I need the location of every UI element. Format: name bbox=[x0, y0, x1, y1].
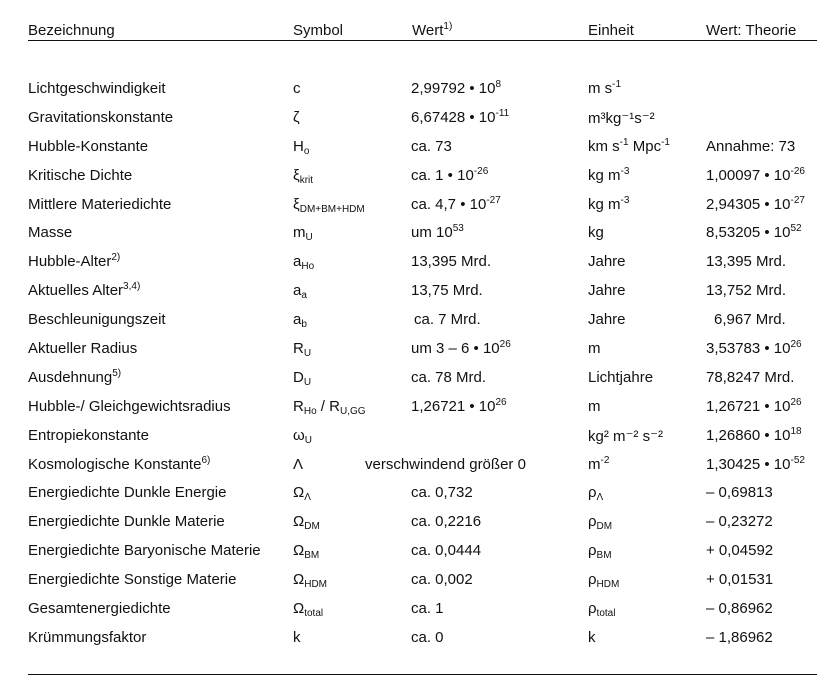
row-symbol bbox=[293, 196, 365, 213]
row-symbol-subscript: Ho bbox=[303, 405, 317, 417]
row-theory bbox=[706, 542, 773, 559]
row-symbol-tail: / R bbox=[316, 397, 340, 415]
table-row bbox=[28, 446, 817, 475]
row-theory-exponent: -52 bbox=[790, 454, 805, 466]
row-name-footnote: 3,4) bbox=[123, 281, 141, 293]
row-unit bbox=[588, 369, 653, 386]
row-value-text: ca. 0 bbox=[411, 628, 444, 646]
header-bezeichnung: Bezeichnung bbox=[28, 22, 115, 39]
row-value-exponent: 26 bbox=[495, 396, 507, 408]
row-name bbox=[28, 629, 146, 646]
row-name-text: Energiedichte Baryonische Materie bbox=[28, 542, 261, 560]
row-symbol-text: D bbox=[293, 368, 304, 386]
row-theory-exponent: -27 bbox=[790, 194, 805, 206]
row-name bbox=[28, 513, 225, 530]
row-value bbox=[411, 629, 444, 646]
row-symbol-subscript: HDM bbox=[304, 579, 327, 591]
row-value bbox=[411, 282, 483, 299]
row-value bbox=[411, 571, 473, 588]
row-value bbox=[411, 196, 501, 213]
row-theory bbox=[706, 571, 773, 588]
row-symbol-text: R bbox=[293, 340, 304, 358]
row-symbol-text: Ω bbox=[293, 484, 305, 502]
table-row bbox=[28, 70, 817, 99]
row-theory-text: 6,967 Mrd. bbox=[714, 311, 786, 329]
table-body bbox=[28, 70, 817, 648]
table-row bbox=[28, 214, 817, 243]
row-theory-exponent: 18 bbox=[790, 425, 802, 437]
row-unit bbox=[588, 80, 621, 97]
row-name-text: Hubble-Alter bbox=[28, 253, 112, 271]
row-name-text: Entropiekonstante bbox=[28, 426, 149, 444]
row-symbol-text: m bbox=[293, 224, 306, 242]
row-value bbox=[365, 456, 526, 473]
row-value-text: 1,26721 • 10 bbox=[411, 397, 496, 415]
row-theory-text: 8,53205 • 10 bbox=[706, 224, 791, 242]
row-value bbox=[411, 80, 501, 97]
row-unit-text: ρ bbox=[588, 484, 597, 502]
table-row bbox=[28, 301, 817, 330]
row-theory-text: 1,26860 • 10 bbox=[706, 426, 791, 444]
row-value-text: ca. 73 bbox=[411, 137, 452, 155]
header-einheit: Einheit bbox=[588, 22, 634, 39]
row-name-text: Energiedichte Sonstige Materie bbox=[28, 571, 237, 589]
row-name bbox=[28, 369, 121, 386]
row-symbol bbox=[293, 167, 313, 184]
row-unit-subscript: BM bbox=[596, 550, 612, 562]
row-symbol-text: a bbox=[293, 253, 302, 271]
table-row bbox=[28, 561, 817, 590]
row-unit-text: ρ bbox=[588, 571, 597, 589]
row-name bbox=[28, 253, 120, 270]
table-row bbox=[28, 590, 817, 619]
row-unit bbox=[588, 340, 601, 357]
row-symbol bbox=[293, 282, 307, 302]
row-value-text: ca. 78 Mrd. bbox=[411, 368, 487, 386]
row-theory bbox=[706, 484, 773, 501]
row-name bbox=[28, 80, 166, 97]
row-name-footnote: 2) bbox=[111, 252, 121, 264]
row-symbol-text: Ω bbox=[293, 542, 305, 560]
row-theory-text: + 0,04592 bbox=[706, 542, 774, 560]
row-symbol-text: Ω bbox=[293, 600, 305, 618]
row-theory-text: 3,53783 • 10 bbox=[706, 340, 791, 358]
row-symbol bbox=[293, 109, 300, 126]
row-name bbox=[28, 456, 210, 473]
row-unit bbox=[588, 427, 663, 445]
row-name bbox=[28, 427, 149, 444]
row-name bbox=[28, 109, 173, 126]
table-row bbox=[28, 474, 817, 503]
row-unit-exponent: -2 bbox=[600, 454, 610, 466]
row-theory-text: – 0,86962 bbox=[706, 600, 773, 618]
header-wert-theorie: Wert: Theorie bbox=[706, 22, 797, 39]
row-unit-text: m³kg⁻¹s⁻² bbox=[588, 109, 655, 127]
row-value bbox=[411, 138, 452, 155]
row-symbol bbox=[293, 369, 311, 386]
row-unit bbox=[588, 542, 612, 562]
row-unit-text: kg m bbox=[588, 166, 621, 184]
row-symbol bbox=[293, 600, 324, 620]
table-row bbox=[28, 359, 817, 388]
row-name bbox=[28, 196, 171, 213]
row-theory bbox=[706, 282, 786, 299]
row-unit-text: Jahre bbox=[588, 311, 626, 329]
row-name bbox=[28, 542, 261, 559]
row-symbol bbox=[293, 456, 303, 473]
row-symbol-subscript: b bbox=[301, 319, 307, 331]
row-name-text: Krümmungsfaktor bbox=[28, 628, 147, 646]
row-theory-text: 2,94305 • 10 bbox=[706, 195, 791, 213]
row-theory-text: 1,26721 • 10 bbox=[706, 397, 791, 415]
row-unit-exponent: -1 bbox=[612, 79, 622, 90]
row-name-text: Ausdehnung bbox=[28, 368, 113, 386]
row-theory bbox=[706, 398, 802, 415]
row-symbol-text: c bbox=[293, 80, 301, 97]
row-theory-text: – 1,86962 bbox=[706, 628, 773, 646]
row-name bbox=[28, 571, 236, 588]
row-symbol-subscript: U bbox=[304, 434, 312, 446]
row-symbol bbox=[293, 513, 320, 533]
table-row bbox=[28, 417, 817, 446]
row-unit-text: ρ bbox=[588, 513, 597, 531]
row-unit-text: ρ bbox=[588, 542, 597, 560]
row-theory-text: 1,00097 • 10 bbox=[706, 166, 791, 184]
row-theory bbox=[714, 311, 786, 328]
row-value-text: ca. 0,0444 bbox=[411, 542, 482, 560]
header-symbol: Symbol bbox=[293, 22, 344, 39]
row-value-exponent: 53 bbox=[452, 223, 464, 235]
row-value bbox=[411, 253, 491, 270]
row-unit bbox=[588, 282, 626, 299]
row-symbol-subscript: U bbox=[305, 232, 313, 244]
row-symbol-subscript: o bbox=[303, 145, 310, 157]
row-value-text: ca. 0,732 bbox=[411, 484, 473, 502]
row-value bbox=[411, 340, 511, 357]
row-theory-exponent: -26 bbox=[790, 165, 805, 177]
row-theory bbox=[706, 629, 773, 646]
row-symbol-text: a bbox=[293, 282, 302, 300]
row-theory bbox=[706, 224, 802, 241]
row-symbol bbox=[293, 80, 301, 97]
row-name-text: Aktueller Radius bbox=[28, 340, 138, 358]
row-theory-exponent: 26 bbox=[790, 396, 802, 408]
row-theory-text: – 0,69813 bbox=[706, 484, 773, 502]
bottom-rule bbox=[28, 674, 817, 675]
row-name-footnote: 6) bbox=[201, 454, 211, 466]
row-unit-text: k bbox=[588, 628, 596, 646]
row-unit bbox=[588, 456, 609, 473]
row-unit-subscript: HDM bbox=[596, 579, 620, 591]
row-value-text: ca. 1 bbox=[411, 600, 444, 618]
row-value-text: 2,99792 • 10 bbox=[411, 80, 496, 97]
row-name-text: Gesamtenergiedichte bbox=[28, 600, 171, 618]
row-unit-text: m s bbox=[588, 80, 613, 97]
row-value bbox=[411, 398, 507, 415]
row-theory bbox=[706, 369, 794, 386]
row-symbol-subscript: DM+BM+HDM bbox=[299, 203, 365, 215]
row-symbol-subscript: Ho bbox=[301, 261, 315, 273]
row-symbol-subscript: Λ bbox=[304, 492, 311, 504]
table-row bbox=[28, 503, 817, 532]
row-value bbox=[411, 484, 473, 501]
row-theory-text: 13,752 Mrd. bbox=[706, 282, 787, 300]
row-unit bbox=[588, 109, 655, 127]
row-theory-text: 78,8247 Mrd. bbox=[706, 368, 795, 386]
row-name-text: Gravitationskonstante bbox=[28, 108, 174, 126]
row-unit-exponent: -3 bbox=[620, 194, 630, 206]
row-name bbox=[28, 138, 148, 155]
row-theory bbox=[706, 427, 802, 444]
row-value bbox=[411, 224, 464, 241]
row-unit-text: Jahre bbox=[588, 253, 626, 271]
row-unit bbox=[588, 513, 613, 533]
row-unit bbox=[588, 138, 670, 155]
row-name bbox=[28, 167, 132, 184]
row-theory bbox=[706, 138, 795, 155]
row-unit-subscript: Λ bbox=[596, 492, 604, 504]
row-name-text: Hubble-Konstante bbox=[28, 137, 149, 155]
row-unit bbox=[588, 629, 596, 646]
row-unit-exponent: -1 bbox=[619, 136, 629, 148]
row-unit-tail: Mpc bbox=[628, 137, 662, 155]
row-symbol-subscript: BM bbox=[304, 550, 320, 562]
row-name-text: Kritische Dichte bbox=[28, 166, 133, 184]
row-symbol-text: a bbox=[293, 311, 302, 329]
row-unit-exponent: -3 bbox=[620, 165, 630, 177]
row-symbol-text: ζ bbox=[293, 108, 300, 126]
row-name bbox=[28, 340, 137, 357]
table-row bbox=[28, 186, 817, 215]
row-symbol-subscript: total bbox=[304, 608, 324, 620]
header-wert-footnote: 1) bbox=[443, 21, 453, 32]
row-unit-text: Lichtjahre bbox=[588, 368, 654, 386]
row-unit-text: Jahre bbox=[588, 282, 626, 300]
row-unit-text: kg² m⁻² s⁻² bbox=[588, 427, 663, 445]
row-symbol bbox=[293, 340, 312, 360]
row-theory bbox=[706, 513, 773, 530]
row-symbol-text: R bbox=[293, 397, 304, 415]
row-theory bbox=[706, 167, 805, 184]
row-unit-text: m bbox=[588, 397, 601, 415]
row-symbol bbox=[293, 311, 307, 331]
row-theory bbox=[706, 456, 805, 473]
row-unit-text: ρ bbox=[588, 600, 597, 618]
row-value-exponent: -11 bbox=[495, 107, 510, 119]
row-value-text: verschwindend größer 0 bbox=[365, 455, 526, 473]
row-value bbox=[411, 513, 481, 530]
row-symbol-text: Λ bbox=[293, 455, 304, 473]
row-name-text: Kosmologische Konstante bbox=[28, 455, 202, 473]
row-unit bbox=[588, 484, 604, 504]
row-symbol bbox=[293, 253, 315, 273]
row-unit-tail-exponent: -1 bbox=[661, 136, 670, 148]
row-value bbox=[414, 311, 481, 328]
row-theory-text: 13,395 Mrd. bbox=[706, 253, 787, 271]
row-symbol bbox=[293, 484, 311, 504]
row-name bbox=[28, 224, 72, 241]
row-symbol-text: ξ bbox=[293, 195, 300, 213]
row-symbol-text: Ω bbox=[293, 571, 305, 589]
row-theory bbox=[706, 340, 802, 357]
row-value-exponent: -27 bbox=[486, 194, 501, 206]
row-unit bbox=[588, 196, 629, 213]
row-name-text: Energiedichte Dunkle Materie bbox=[28, 513, 225, 531]
row-symbol-subscript: U bbox=[303, 348, 312, 360]
row-value-exponent: 8 bbox=[495, 79, 502, 90]
row-value bbox=[411, 600, 444, 617]
row-symbol bbox=[293, 224, 313, 244]
row-theory-exponent: 26 bbox=[790, 339, 802, 351]
row-name-text: Aktuelles Alter bbox=[28, 282, 124, 300]
row-unit bbox=[588, 571, 620, 591]
row-unit bbox=[588, 167, 629, 184]
row-theory-text: + 0,01531 bbox=[706, 571, 774, 589]
row-name-text: Mittlere Materiedichte bbox=[28, 195, 172, 213]
row-name bbox=[28, 282, 140, 299]
table-row bbox=[28, 619, 817, 648]
table-header bbox=[28, 14, 817, 41]
row-value-text: ca. 0,2216 bbox=[411, 513, 482, 531]
row-symbol-text: Ω bbox=[293, 513, 305, 531]
row-unit bbox=[588, 224, 604, 241]
row-unit-text: m bbox=[588, 455, 601, 473]
row-value-text: 13,75 Mrd. bbox=[411, 282, 483, 300]
row-symbol-text: H bbox=[293, 137, 304, 155]
row-value-text: um 3 – 6 • 10 bbox=[411, 340, 500, 358]
row-value-text: 13,395 Mrd. bbox=[411, 253, 492, 271]
row-value-exponent: 26 bbox=[499, 339, 511, 351]
row-value-text: ca. 1 • 10 bbox=[411, 166, 474, 184]
row-unit bbox=[588, 311, 626, 328]
row-value-text: 6,67428 • 10 bbox=[411, 108, 496, 126]
table-row bbox=[28, 330, 817, 359]
row-value-text: ca. 0,002 bbox=[411, 571, 473, 589]
row-theory-text: – 0,23272 bbox=[706, 513, 773, 531]
row-symbol-subscript: a bbox=[301, 290, 307, 302]
row-unit-text: kg bbox=[588, 224, 604, 242]
row-unit-subscript: DM bbox=[596, 521, 613, 533]
row-name bbox=[28, 484, 226, 501]
row-symbol bbox=[293, 629, 301, 646]
row-symbol-subscript: U bbox=[303, 376, 312, 388]
row-unit bbox=[588, 253, 626, 270]
row-value bbox=[411, 542, 481, 559]
row-symbol-subscript: DM bbox=[304, 521, 320, 533]
row-name-text: Lichtgeschwindigkeit bbox=[28, 80, 166, 97]
row-unit-text: km s bbox=[588, 137, 620, 155]
row-name-text: Energiedichte Dunkle Energie bbox=[28, 484, 227, 502]
row-unit bbox=[588, 600, 616, 620]
table-row bbox=[28, 157, 817, 186]
row-name bbox=[28, 398, 231, 415]
row-unit bbox=[588, 398, 601, 415]
row-symbol-text: ω bbox=[293, 426, 305, 444]
row-value-text: ca. 7 Mrd. bbox=[414, 311, 481, 329]
row-symbol bbox=[293, 427, 312, 444]
row-symbol bbox=[293, 571, 327, 591]
row-theory-exponent: 52 bbox=[790, 223, 802, 235]
row-value-exponent: -26 bbox=[473, 165, 489, 177]
header-wert: Wert$^{1)}$ bbox=[412, 21, 453, 39]
row-symbol-tail-subscript: U,GG bbox=[339, 405, 366, 417]
row-symbol-text: k bbox=[293, 628, 301, 646]
row-unit-text: m bbox=[588, 340, 601, 358]
row-symbol-subscript: krit bbox=[299, 174, 314, 186]
row-theory bbox=[706, 196, 805, 213]
row-value-text: ca. 4,7 • 10 bbox=[411, 195, 487, 213]
row-name-footnote: 5) bbox=[112, 367, 122, 379]
row-value bbox=[411, 167, 488, 184]
row-symbol bbox=[293, 398, 366, 415]
row-value-text: um 10 bbox=[411, 224, 453, 242]
row-name bbox=[28, 600, 171, 617]
row-unit-subscript: total bbox=[596, 608, 616, 620]
row-symbol bbox=[293, 542, 320, 562]
row-theory bbox=[706, 253, 786, 270]
row-theory-text: 1,30425 • 10 bbox=[706, 455, 791, 473]
row-name-text: Masse bbox=[28, 224, 73, 242]
table-row bbox=[28, 99, 817, 128]
row-value bbox=[411, 109, 509, 126]
row-unit-text: kg m bbox=[588, 195, 621, 213]
row-value bbox=[411, 369, 486, 386]
row-symbol bbox=[293, 138, 309, 155]
table-row bbox=[28, 128, 817, 157]
row-theory-text: Annahme: 73 bbox=[706, 137, 796, 155]
row-symbol-text: ξ bbox=[293, 166, 300, 184]
row-theory bbox=[706, 600, 773, 617]
table-row bbox=[28, 388, 817, 417]
row-name-text: Hubble-/ Gleichgewichtsradius bbox=[28, 397, 231, 415]
row-name bbox=[28, 311, 166, 328]
table-row bbox=[28, 243, 817, 272]
table-row bbox=[28, 532, 817, 561]
row-name-text: Beschleunigungszeit bbox=[28, 311, 166, 329]
table-row bbox=[28, 272, 817, 301]
